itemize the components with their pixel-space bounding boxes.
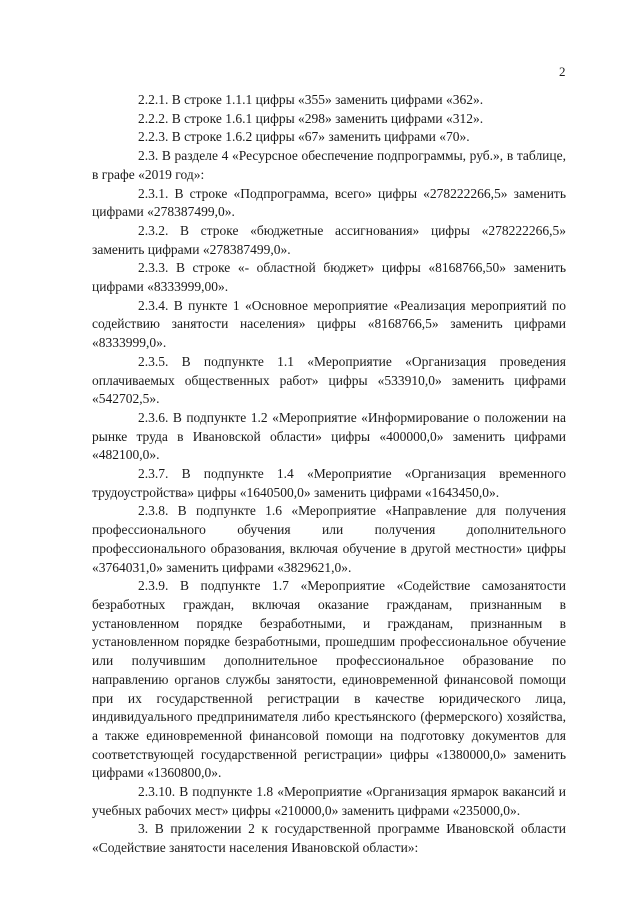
paragraph-2-2-2: 2.2.2. В строке 1.6.1 цифры «298» заменить цифрами «312». (138, 110, 484, 126)
document-body (92, 91, 566, 858)
paragraph-2-3-3: 2.3.3. В строке «- областной бюджет» цифры «8168766,50» заменить цифрами «8333999,00». (92, 260, 566, 295)
paragraph-2-3-7: 2.3.7. В подпункте 1.4 «Мероприятие «Организация временного трудоустройства» цифры «1640500,0» заменить цифрами «1643450,0». (92, 466, 566, 500)
paragraph-2-2-1: 2.2.1. В строке 1.1.1 цифры «355» заменить цифрами «362». (138, 92, 484, 107)
paragraph-2-3: 2.3. В разделе 4 «Ресурсное обеспечение подпрограммы, руб.», в таблице, в графе «2019 год»: (92, 148, 566, 182)
paragraph-2-3-2: 2.3.2. В строке «бюджетные ассигнования» цифры «278222266,5» заменить цифрами «278387499,0». (92, 222, 566, 257)
paragraph-2-3-1: 2.3.1. В строке «Подпрограмма, всего» цифры «278222266,5» заменить цифрами «278387499,0». (92, 185, 566, 220)
paragraph-2-3-6: 2.3.6. В подпункте 1.2 «Мероприятие «Информирование о положении на рынке труда в Ивановской области» цифры «400000,0» заменить цифрами «482100,0». (92, 409, 566, 463)
paragraph-2-2-3: 2.2.3. В строке 1.6.2 цифры «67» заменить цифрами «70». (138, 129, 470, 145)
paragraph-2-3-4: 2.3.4. В пункте 1 «Основное мероприятие «Реализация мероприятий по содействию занятости населения» цифры «8168766,5» заменить цифрами «8333999,0». (92, 297, 566, 351)
page-number: 2 (559, 64, 566, 79)
paragraph-2-3-10: 2.3.10. В подпункте 1.8 «Мероприятие «Организация ярмарок вакансий и учебных рабочих мест» цифры «210000,0» заменить цифрами «235000,0». (92, 784, 566, 818)
paragraph-2-3-8: 2.3.8. В подпункте 1.6 «Мероприятие «Направление для получения профессионального обучения или получения дополнительного профессионального образования, включая обучение в другой местности» цифры «3764031,0» заменить цифрами «3829621,0». (92, 503, 566, 575)
paragraph-2-3-9: 2.3.9. В подпункте 1.7 «Мероприятие «Содействие самозанятости безработных граждан, включая оказание гражданам, признанным в установленном порядке безработными, и гражданам, признанным в установленном порядке безработными, прошедшим профессиональное обучение или получившим дополнительное профессиональное образование по направлению органов службы занятости, единовременной финансовой помощи при их государственной регистрации в качестве юридического лица, индивидуального предпринимателя либо крестьянского (фермерского) хозяйства, а также единовременной финансовой помощи на подготовку документов для соответствующей государственной регистрации» цифры «1380000,0» заменить цифрами «1360800,0». (92, 578, 566, 781)
paragraph-2-3-5: 2.3.5. В подпункте 1.1 «Мероприятие «Организация проведения оплачиваемых общественных работ» цифры «533910,0» заменить цифрами «542702,5». (92, 353, 566, 407)
paragraph-3: 3. В приложении 2 к государственной программе Ивановской области «Содействие занятости населения Ивановской области»: (92, 821, 566, 856)
